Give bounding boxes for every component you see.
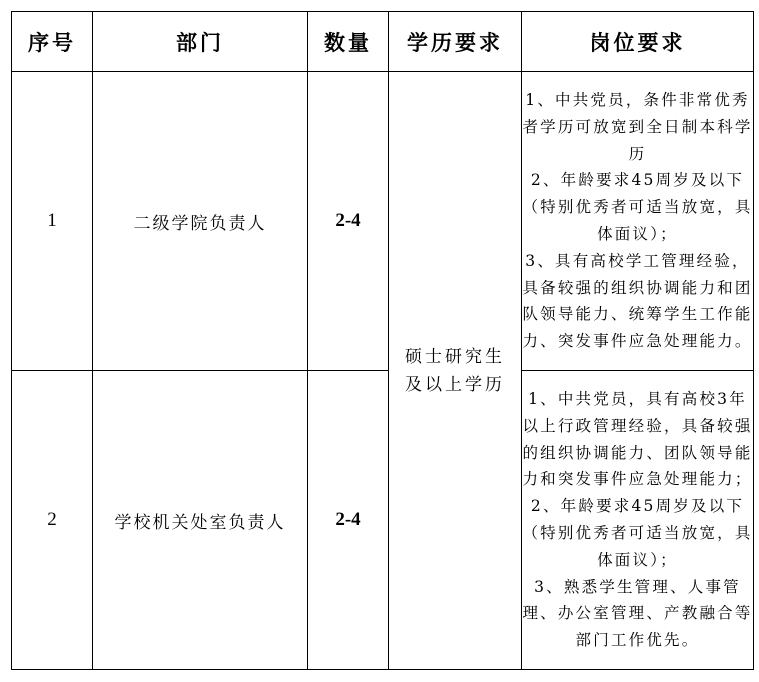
- table-row: [12, 72, 754, 371]
- education-requirement: [389, 72, 522, 670]
- row-department: 学校机关处室负责人: [93, 371, 308, 670]
- header-row: [12, 12, 754, 72]
- row-requirements: [522, 72, 754, 371]
- header-requirements: 岗位要求: [522, 12, 754, 72]
- requirement-item: 1、中共党员，具有高校3年以上行政管理经验，具备较强的组织协调能力、团队领导能力和突发事件应急处理能力；: [522, 390, 753, 489]
- requirement-item: 3、具有高校学工管理经验，具备较强的组织协调能力和团队领导能力、统筹学生工作能力、突发事件应急处理能力。: [522, 251, 753, 351]
- row-department: 二级学院负责人: [93, 72, 308, 371]
- header-department: 部门: [93, 12, 308, 72]
- education-line: 硕士研究生: [405, 346, 505, 367]
- education-line: 及以上学历: [405, 374, 505, 395]
- header-education: 学历要求: [389, 12, 522, 72]
- table-row: [12, 371, 754, 670]
- requirement-item: 1、中共党员，条件非常优秀者学历可放宽到全日制本科学历: [522, 91, 753, 163]
- row-quantity: 2-4: [308, 72, 389, 371]
- job-requirements-table: [11, 11, 754, 670]
- requirement-item: 3、熟悉学生管理、人事管理、办公室管理、产教融合等部门工作优先。: [522, 577, 753, 650]
- row-index: 1: [12, 72, 93, 371]
- row-quantity: 2-4: [308, 371, 389, 670]
- requirement-item: 2、年龄要求45周岁及以下（特别优秀者可适当放宽，具体面议）；: [522, 497, 753, 569]
- row-index: 2: [12, 371, 93, 670]
- header-quantity: 数量: [308, 12, 389, 72]
- requirement-item: 2、年龄要求45周岁及以下（特别优秀者可适当放宽，具体面议）；: [522, 171, 753, 243]
- row-requirements: [522, 371, 754, 670]
- header-index: 序号: [12, 12, 93, 72]
